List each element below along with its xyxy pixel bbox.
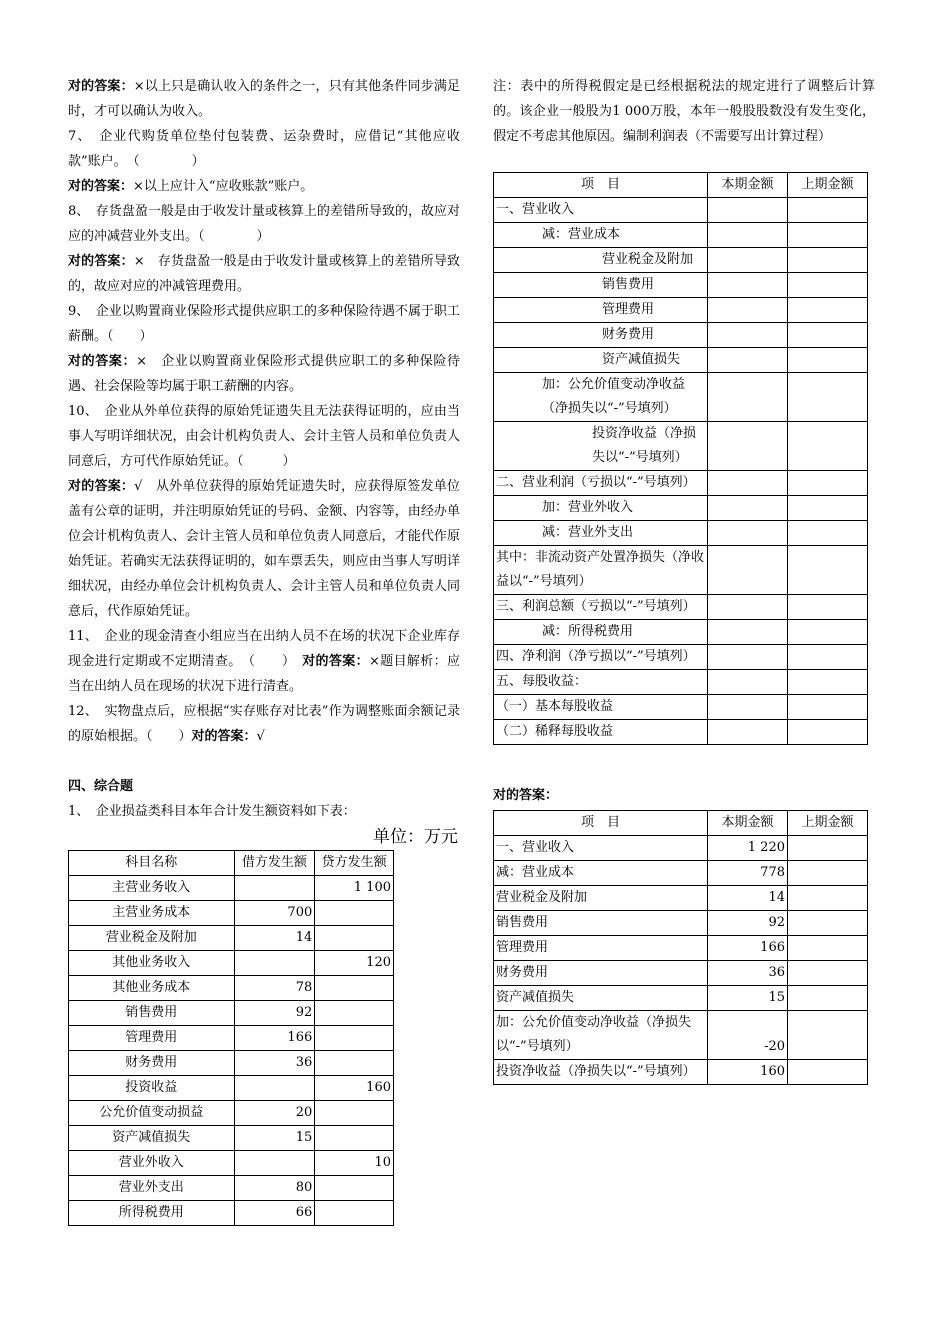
table-cell: 15: [708, 986, 788, 1011]
table-cell: [788, 620, 868, 645]
table-cell: [708, 620, 788, 645]
income-statement-template: [493, 172, 868, 745]
table-row: [494, 323, 868, 348]
table-cell: 财务费用: [69, 1051, 235, 1076]
header-cell: 上期金额: [788, 811, 868, 836]
table-cell: 1 100: [315, 876, 394, 901]
table-cell: [315, 976, 394, 1001]
question-9: 9、 企业以购置商业保险形式提供应职工的多种保险待遇不属于职工薪酬。（ ）: [68, 304, 460, 344]
table-cell: 销售费用: [69, 1001, 235, 1026]
table-row: [494, 836, 868, 861]
table-cell: （二）稀释每股收益: [494, 720, 708, 745]
table-row: [494, 886, 868, 911]
answer-label: 对的答案: [68, 254, 121, 269]
table-cell: 14: [234, 926, 315, 951]
table-cell: [788, 911, 868, 936]
table-cell: [788, 595, 868, 620]
table-cell: [788, 298, 868, 323]
table-row: [69, 951, 394, 976]
header-cell: 本期金额: [708, 173, 788, 198]
answer-label: 对的答案: [191, 729, 244, 744]
table-cell: 销售费用: [494, 273, 708, 298]
table-cell: [788, 886, 868, 911]
header-cell: 贷方发生额: [315, 851, 394, 876]
table-cell: 营业税金及附加: [69, 926, 235, 951]
question-8: 8、 存货盘盈一般是由于收发计量或核算上的差错所导致的，故应对应的冲减营业外支出。（ ）: [68, 204, 460, 244]
table-cell: [708, 471, 788, 496]
answer-8: 对的答案：× 存货盘盈一般是由于收发计量或核算上的差错所导致的，故应对应的冲减管理费用。: [68, 254, 460, 294]
table-cell: 管理费用: [494, 936, 708, 961]
table-row: [69, 1076, 394, 1101]
table-cell: [788, 961, 868, 986]
table-cell: 管理费用: [69, 1026, 235, 1051]
question-intro: 1、 企业损益类科目本年合计发生额资料如下表：: [68, 804, 356, 819]
table-cell: [315, 1176, 394, 1201]
table-cell: 加：公允价值变动净收益（净损失以“-”号填列）: [494, 1011, 708, 1060]
section-title: 四、综合题: [68, 779, 134, 794]
table-row: [494, 198, 868, 223]
table-cell: 三、利润总额（亏损以“-”号填列）: [494, 595, 708, 620]
table-cell: [708, 422, 788, 471]
table-cell: [788, 422, 868, 471]
table-cell: [788, 348, 868, 373]
account-table: [68, 850, 394, 1226]
table-cell: 120: [315, 951, 394, 976]
table-cell: [788, 273, 868, 298]
table-row: [494, 720, 868, 745]
table-cell: 营业外支出: [69, 1176, 235, 1201]
table-cell: 资产减值损失: [494, 986, 708, 1011]
table-cell: [788, 521, 868, 546]
table-row: [494, 471, 868, 496]
question-12: 12、 实物盘点后，应根据“实存账存对比表”作为调整账面余额记录的原始根据。（ ）对的答案：√: [68, 704, 460, 744]
table-cell: 一、营业收入: [494, 836, 708, 861]
table-row: [69, 1126, 394, 1151]
table-cell: 36: [234, 1051, 315, 1076]
table-row: [69, 1151, 394, 1176]
table-cell: [234, 1151, 315, 1176]
table-row: [494, 645, 868, 670]
table-cell: 减：营业外支出: [494, 521, 708, 546]
table-cell: 加：营业外收入: [494, 496, 708, 521]
answer-label: 对的答案: [68, 354, 123, 369]
table-row: [494, 595, 868, 620]
table-row: [494, 861, 868, 886]
table-cell: 1 220: [708, 836, 788, 861]
table-row: [494, 911, 868, 936]
table-cell: [315, 1001, 394, 1026]
table-cell: 公允价值变动损益: [69, 1101, 235, 1126]
table-cell: 166: [708, 936, 788, 961]
table-cell: [788, 695, 868, 720]
table-row: [494, 223, 868, 248]
table-cell: [788, 986, 868, 1011]
table-row: [494, 248, 868, 273]
table-cell: 减：营业成本: [494, 861, 708, 886]
question-10: 10、 企业从外单位获得的原始凭证遗失且无法获得证明的，应由当事人写明详细状况，由会计机构负责人、会计主管人员和单位负责人同意后，方可代作原始凭证。（ ）: [68, 404, 460, 469]
table-cell: [315, 1126, 394, 1151]
answer-label: 对的答案: [68, 179, 121, 194]
table-row: [69, 1101, 394, 1126]
table-row: [494, 546, 868, 595]
table-row: [69, 1176, 394, 1201]
table-cell: 160: [315, 1076, 394, 1101]
table-cell: 资产减值损失: [494, 348, 708, 373]
question-11: 11、 企业的现金清查小组应当在出纳人员不在场的状况下企业库存现金进行定期或不定期清查。 （ ） 对的答案：×题目解析：应当在出纳人员在现场的状况下进行清查。: [68, 629, 460, 694]
answer-label: 对的答案: [68, 479, 121, 494]
table-cell: [708, 323, 788, 348]
table-cell: [708, 645, 788, 670]
table-cell: [788, 471, 868, 496]
table-row: [494, 670, 868, 695]
table-cell: [708, 546, 788, 595]
table-cell: 销售费用: [494, 911, 708, 936]
table-cell: [788, 720, 868, 745]
table-cell: [788, 223, 868, 248]
right-column: [493, 74, 875, 1085]
answer-label: 对的答案: [302, 654, 356, 669]
table-cell: 二、营业利润（亏损以“-”号填列）: [494, 471, 708, 496]
table-cell: 主营业务收入: [69, 876, 235, 901]
header-cell: 项 目: [494, 173, 708, 198]
table-cell: 15: [234, 1126, 315, 1151]
table-cell: 投资净收益（净损失以“-”号填列）: [494, 422, 708, 471]
table-header-row: [69, 851, 394, 876]
table-row: [69, 1201, 394, 1226]
left-column: [68, 74, 460, 1226]
table-cell: [788, 323, 868, 348]
table-cell: 其中：非流动资产处置净损失（净收益以“-”号填列）: [494, 546, 708, 595]
table-cell: 投资收益: [69, 1076, 235, 1101]
table-cell: [708, 248, 788, 273]
income-statement-answer: [493, 810, 868, 1085]
table-row: [494, 298, 868, 323]
table-cell: 一、营业收入: [494, 198, 708, 223]
table-row: [69, 1001, 394, 1026]
table-cell: [708, 198, 788, 223]
table-cell: [788, 1060, 868, 1085]
table-cell: [708, 521, 788, 546]
table-cell: [788, 546, 868, 595]
answer-6: 对的答案：×以上只是确认收入的条件之一，只有其他条件同步满足时，才可以确认为收入。: [68, 79, 460, 119]
table-cell: [788, 836, 868, 861]
table-cell: 财务费用: [494, 961, 708, 986]
table-cell: 其他业务收入: [69, 951, 235, 976]
table-cell: [788, 936, 868, 961]
unit-label: 单位：万元: [373, 827, 458, 847]
table-cell: （一）基本每股收益: [494, 695, 708, 720]
table-row: [494, 620, 868, 645]
table-cell: [788, 645, 868, 670]
table-cell: [708, 496, 788, 521]
table-cell: 四、净利润（净亏损以“-”号填列）: [494, 645, 708, 670]
table-cell: [315, 1026, 394, 1051]
table-cell: 778: [708, 861, 788, 886]
table-cell: [788, 198, 868, 223]
table-cell: 减：所得税费用: [494, 620, 708, 645]
table-cell: 所得税费用: [69, 1201, 235, 1226]
table-row: [69, 1051, 394, 1076]
table-row: [494, 496, 868, 521]
table-cell: [788, 861, 868, 886]
table-row: [494, 961, 868, 986]
header-cell: 本期金额: [708, 811, 788, 836]
table-cell: 80: [234, 1176, 315, 1201]
table-cell: 营业税金及附加: [494, 248, 708, 273]
table-row: [69, 876, 394, 901]
answer-9: 对的答案：× 企业以购置商业保险形式提供应职工的多种保险待遇、社会保险等均属于职工薪酬的内容。: [68, 354, 460, 394]
table-cell: [708, 298, 788, 323]
table-cell: 78: [234, 976, 315, 1001]
table-cell: 160: [708, 1060, 788, 1085]
table-cell: 92: [708, 911, 788, 936]
table-row: [494, 695, 868, 720]
table-cell: 14: [708, 886, 788, 911]
table-cell: 资产减值损失: [69, 1126, 235, 1151]
table-row: [494, 273, 868, 298]
table-cell: [234, 876, 315, 901]
table-cell: [234, 951, 315, 976]
table-row: [494, 348, 868, 373]
header-cell: 项 目: [494, 811, 708, 836]
table-cell: [788, 373, 868, 422]
table-cell: 加：公允价值变动净收益（净损失以“-”号填列）: [494, 373, 708, 422]
table-cell: [708, 373, 788, 422]
table-cell: 700: [234, 901, 315, 926]
table-header-row: [494, 173, 868, 198]
table-cell: [708, 695, 788, 720]
header-cell: 科目名称: [69, 851, 235, 876]
table-cell: [708, 273, 788, 298]
table-cell: [315, 901, 394, 926]
table-cell: 减：营业成本: [494, 223, 708, 248]
table-row: [494, 521, 868, 546]
table-cell: [315, 1201, 394, 1226]
table-cell: [708, 348, 788, 373]
header-cell: 借方发生额: [234, 851, 315, 876]
table-cell: [315, 1051, 394, 1076]
table-row: [494, 1060, 868, 1085]
table-cell: 166: [234, 1026, 315, 1051]
table-cell: 五、每股收益：: [494, 670, 708, 695]
table-cell: [708, 223, 788, 248]
table-cell: 92: [234, 1001, 315, 1026]
answer-10: 对的答案：√ 从外单位获得的原始凭证遗失时，应获得原签发单位盖有公章的证明，并注明原始凭证的号码、金额、内容等，由经办单位会计机构负责人、会计主管人员和单位负责人同意后，才能代作原始凭证。若确实无法获得证明的，如车票丢失，则应由当事人写明详细状况，由经办单位会计机构负责人、会计主管人员和单位负责人同意后，代作原始凭证。: [68, 479, 460, 619]
table-cell: [788, 496, 868, 521]
table-cell: 营业税金及附加: [494, 886, 708, 911]
answer-label: 对的答案: [68, 79, 121, 94]
table-cell: 管理费用: [494, 298, 708, 323]
answer-7: 对的答案：×以上应计入“应收账款”账户。: [68, 179, 314, 194]
table-row: [494, 1011, 868, 1060]
table-cell: 营业外收入: [69, 1151, 235, 1176]
table-cell: -20: [708, 1011, 788, 1060]
table-cell: [708, 595, 788, 620]
table-row: [69, 901, 394, 926]
table-cell: 主营业务成本: [69, 901, 235, 926]
table-cell: 66: [234, 1201, 315, 1226]
table-cell: [708, 720, 788, 745]
table-cell: 投资净收益（净损失以“-”号填列）: [494, 1060, 708, 1085]
table-cell: [234, 1076, 315, 1101]
table-header-row: [494, 811, 868, 836]
table-row: [69, 976, 394, 1001]
table-cell: [788, 1011, 868, 1060]
table-cell: [315, 926, 394, 951]
table-cell: [788, 670, 868, 695]
table-cell: [708, 670, 788, 695]
table-cell: 36: [708, 961, 788, 986]
table-row: [494, 422, 868, 471]
table-cell: [315, 1101, 394, 1126]
table-row: [69, 1026, 394, 1051]
answer-title: 对的答案：: [493, 788, 559, 803]
table-row: [494, 986, 868, 1011]
question-7: 7、 企业代购货单位垫付包装费、运杂费时，应借记“其他应收款”账户。 （ ）: [68, 129, 460, 169]
table-row: [494, 936, 868, 961]
table-cell: 财务费用: [494, 323, 708, 348]
note-text: 注：表中的所得税假定是已经根据税法的规定进行了调整后计算的。该企业一般股为1 000万股，本年一般股股数没有发生变化，假定不考虑其他原因。编制利润表（不需要写出计算过程）: [493, 79, 875, 144]
table-cell: [788, 248, 868, 273]
table-cell: 20: [234, 1101, 315, 1126]
table-row: [494, 373, 868, 422]
table-row: [69, 926, 394, 951]
table-cell: 其他业务成本: [69, 976, 235, 1001]
header-cell: 上期金额: [788, 173, 868, 198]
table-cell: 10: [315, 1151, 394, 1176]
